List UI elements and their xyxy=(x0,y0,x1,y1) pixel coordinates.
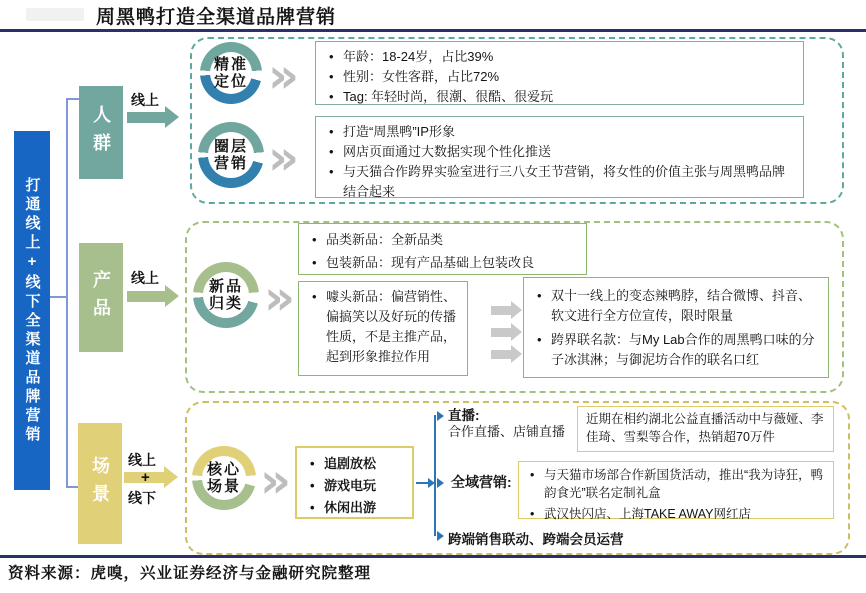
bracket-stub-middle xyxy=(50,296,66,298)
list-item: • 与天猫市场部合作新国货活动，推出“我为诗狂，鸭韵食光”联名定制礼盒 xyxy=(527,466,825,502)
bracket-line xyxy=(66,98,68,487)
list-item: • 打造“周黑鸭”IP形象 xyxy=(326,122,793,142)
connector-arrow-icon xyxy=(437,531,444,541)
double-chevron-icon: » xyxy=(260,453,292,509)
live-detail-box: 近期在相约湖北公益直播活动中与薇娅、李佳琦、雪梨等合作，热销超70万件 xyxy=(577,406,834,452)
plus-sign: + xyxy=(141,469,150,486)
list-item: • 品类新品：全新品类 xyxy=(309,229,576,252)
gray-arrow-icon xyxy=(491,306,511,315)
crowd-profile-box xyxy=(315,41,804,105)
list-item: • Tag: 年轻时尚，很潮、很酷、很爱玩 xyxy=(326,87,793,107)
list-item: • 年龄：18-24岁，占比39% xyxy=(326,47,793,67)
category-crowd: 人群 xyxy=(79,86,123,179)
list-item: • 与天猫合作跨界实验室进行三八女王节营销，将女性的价值主张与周黑鸭品牌结合起来 xyxy=(326,162,793,202)
faded-figure-label xyxy=(26,8,84,21)
node-precise-positioning: 精准 定位 xyxy=(200,42,262,104)
category-product: 产品 xyxy=(79,243,123,352)
channel-offline-scene: 线下 xyxy=(128,490,156,506)
branch-cross-label: 跨端销售联动、跨端会员运营 xyxy=(448,532,624,547)
node-core-scenes: 核心 场景 xyxy=(192,446,256,510)
left-bar: 打通线上+线下全渠道品牌营销 xyxy=(14,131,50,490)
gray-arrow-icon xyxy=(491,328,511,337)
double-chevron-icon: » xyxy=(264,270,296,326)
bracket-stub-top xyxy=(66,98,79,100)
omni-detail-box xyxy=(518,461,834,522)
list-item: • 追剧放松 xyxy=(307,453,402,475)
list-item: • 噱头新品：偏营销性、偏搞笑以及好玩的传播性质，不是主推产品，起到形象推拉作用 xyxy=(309,287,457,368)
connector-line xyxy=(434,415,436,536)
channel-online-scene: 线上 xyxy=(128,452,156,468)
footer-divider xyxy=(0,555,866,558)
list-item: • 性别：女性客群，占比72% xyxy=(326,67,793,87)
list-item: • 休闲出游 xyxy=(307,497,402,519)
channel-online-product: 线上 xyxy=(131,270,159,286)
page-title: 周黑鸭打造全渠道品牌营销 xyxy=(96,7,337,28)
connector-line xyxy=(416,482,428,484)
product-left-box xyxy=(298,281,468,376)
product-right-box xyxy=(523,277,829,378)
branch-live-sub: 合作直播、店铺直播 xyxy=(448,424,566,439)
list-item: • 游戏电玩 xyxy=(307,475,402,497)
list-item: • 武汉快闪店、上海TAKE AWAY网红店 xyxy=(527,505,825,523)
list-item: • 包装新品：现有产品基础上包装改良 xyxy=(309,252,576,275)
title-divider xyxy=(0,29,866,32)
product-top-box xyxy=(298,223,587,275)
circle-marketing-box xyxy=(315,116,804,198)
channel-online-crowd: 线上 xyxy=(131,92,159,108)
connector-arrow-icon xyxy=(437,478,444,488)
bracket-stub-bottom xyxy=(66,486,78,488)
node-circle-marketing: 圈层 营销 xyxy=(198,122,264,188)
flow-arrow-product xyxy=(127,291,165,302)
branch-live-label: 直播: xyxy=(448,408,480,423)
category-scene: 场景 xyxy=(78,423,122,544)
core-scenes-box xyxy=(295,446,414,519)
connector-arrow-icon xyxy=(437,411,444,421)
list-item: • 双十一线上的变态辣鸭脖，结合微博、抖音、软文进行全方位宣传，限时限量 xyxy=(534,286,818,326)
node-new-product-grouping: 新品 归类 xyxy=(193,262,259,328)
source-note: 资料来源：虎嗅，兴业证券经济与金融研究院整理 xyxy=(8,565,372,582)
branch-omni-label: 全域营销: xyxy=(451,474,512,490)
double-chevron-icon: » xyxy=(268,48,300,104)
flow-arrow-crowd xyxy=(127,112,165,123)
list-item: • 网店页面通过大数据实现个性化推送 xyxy=(326,142,793,162)
double-chevron-icon: » xyxy=(268,130,300,186)
gray-arrow-icon xyxy=(491,350,511,359)
list-item: • 跨界联名款：与My Lab合作的周黑鸭口味的分子冰淇淋；与御泥坊合作的联名口红 xyxy=(534,330,818,370)
